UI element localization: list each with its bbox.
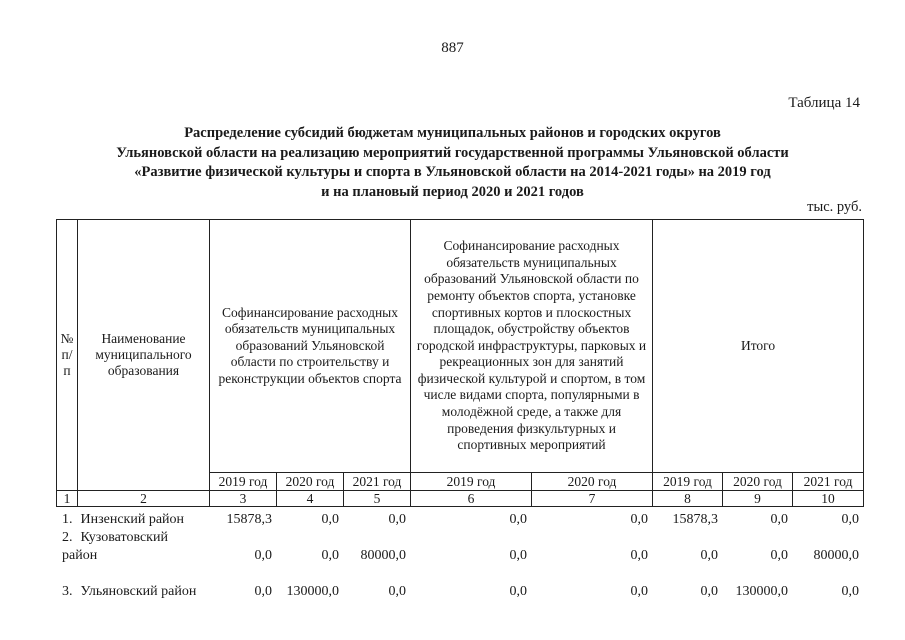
year-header: 2020 год — [277, 473, 344, 491]
title-line: Распределение субсидий бюджетам муниципальных районов и городских округов — [184, 125, 721, 141]
table-row — [56, 511, 863, 529]
table-title — [80, 124, 825, 202]
column-number: 9 — [723, 491, 793, 507]
column-number: 2 — [78, 491, 210, 507]
cell-value: 15878,3 — [226, 512, 272, 527]
year-header: 2019 год — [653, 473, 723, 491]
row-number: 2. — [62, 530, 73, 545]
cell-value: 0,0 — [770, 512, 788, 527]
year-header: 2019 год — [411, 473, 532, 491]
cell-value: 0,0 — [630, 512, 648, 527]
header-col-name: Наименование муниципального образования — [78, 220, 210, 491]
title-line: Ульяновской области на реализацию мероприятий государственной программы Ульяновской области — [116, 144, 789, 161]
cell-value: 0,0 — [509, 548, 527, 563]
year-header: 2021 год — [793, 473, 864, 491]
row-label — [56, 565, 209, 601]
cell-value: 15878,3 — [672, 512, 718, 527]
cell-value: 0,0 — [700, 584, 718, 599]
year-header: 2020 год — [723, 473, 793, 491]
header-group-construction: Софинансирование расходных обязательств муниципальных образований Ульяновской области по строительству и реконструкции объектов спорта — [210, 220, 411, 473]
table-header — [56, 219, 864, 507]
row-number: 3. — [62, 584, 73, 599]
cell-value: 0,0 — [254, 548, 272, 563]
cell-value: 130000,0 — [735, 584, 788, 599]
table-row — [56, 565, 863, 601]
cell-value: 0,0 — [509, 512, 527, 527]
column-number: 1 — [57, 491, 78, 507]
cell-value: 80000,0 — [813, 548, 859, 563]
row-label — [56, 511, 209, 529]
units-label: тыс. руб. — [807, 199, 862, 215]
column-number: 6 — [411, 491, 532, 507]
title-line: «Развитие физической культуры и спорта в Ульяновской области на 2014-2021 годы» на 2019 год — [134, 164, 771, 180]
cell-value: 0,0 — [700, 548, 718, 563]
header-group-total: Итого — [653, 220, 864, 473]
title-line: и на плановый период 2020 и 2021 годов — [321, 183, 584, 200]
cell-value: 0,0 — [254, 584, 272, 599]
year-header: 2020 год — [532, 473, 653, 491]
row-number: 1. — [62, 512, 73, 527]
column-number: 4 — [277, 491, 344, 507]
column-number: 8 — [653, 491, 723, 507]
table-number: Таблица 14 — [788, 95, 860, 111]
column-number: 10 — [793, 491, 864, 507]
header-col-number: № п/п — [57, 220, 78, 491]
header-group-repair: Софинансирование расходных обязательств муниципальных образований Ульяновской области по ремонту объектов спорта, установке спортивных кортов и плоскостных площадок, обустройству объектов городской инфраструктуры, парковых и рекреационных зон для занятий физической культурой и спортом, в том числе видами спорта, популярными в молодёжной среде, а также для проведения физкультурных и спортивных мероприятий — [411, 220, 653, 473]
cell-value: 0,0 — [630, 548, 648, 563]
cell-value: 130000,0 — [286, 584, 339, 599]
cell-value: 0,0 — [321, 512, 339, 527]
cell-value: 0,0 — [630, 584, 648, 599]
cell-value: 0,0 — [388, 584, 406, 599]
cell-value: 0,0 — [321, 548, 339, 563]
column-number: 3 — [210, 491, 277, 507]
table-body — [56, 511, 863, 601]
row-name: Инзенский район — [80, 512, 185, 527]
year-header: 2019 год — [210, 473, 277, 491]
cell-value: 0,0 — [841, 512, 859, 527]
row-name: Ульяновский район — [80, 584, 197, 599]
table-row — [56, 529, 863, 565]
column-number: 5 — [344, 491, 411, 507]
year-header: 2021 год — [344, 473, 411, 491]
row-name: Кузоватовский район — [62, 530, 168, 563]
cell-value: 0,0 — [770, 548, 788, 563]
cell-value: 80000,0 — [360, 548, 406, 563]
column-number: 7 — [532, 491, 653, 507]
cell-value: 0,0 — [841, 584, 859, 599]
page-number: 887 — [441, 40, 464, 56]
cell-value: 0,0 — [388, 512, 406, 527]
cell-value: 0,0 — [509, 584, 527, 599]
row-label — [56, 529, 209, 565]
